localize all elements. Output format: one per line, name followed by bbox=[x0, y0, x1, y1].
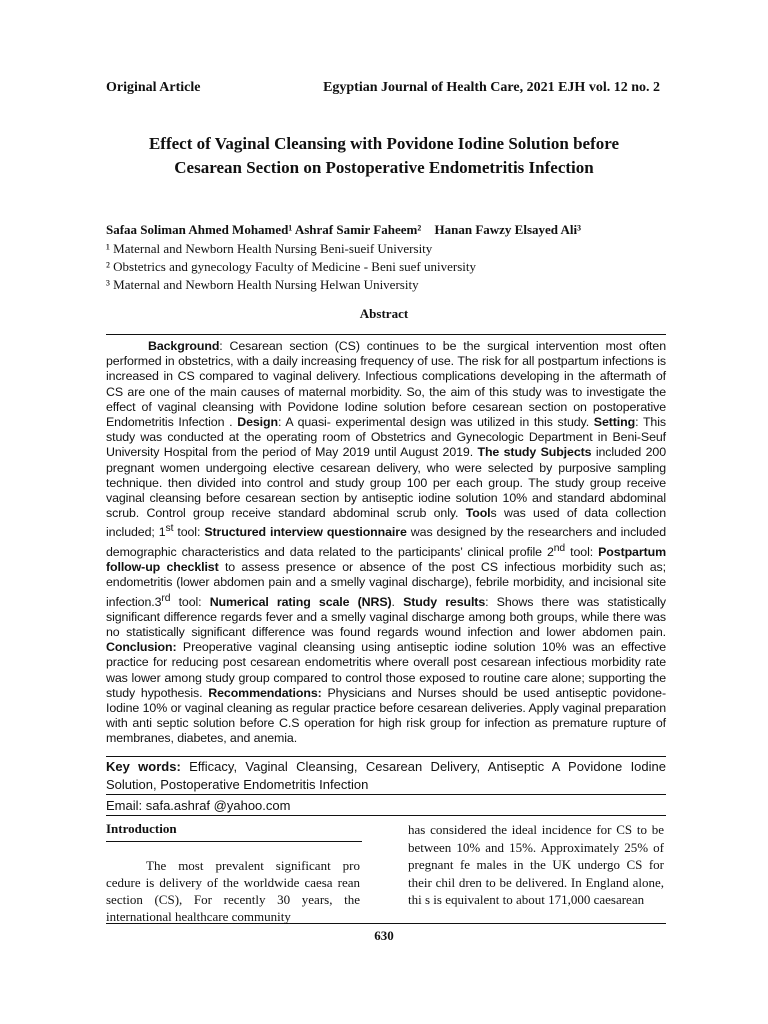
setting-text: : This study was conducted at the operating room of Obstetrics and Gynecologic Department in Beni-Seuf University Hospital from the period of May 2019 until August 2019. bbox=[106, 415, 666, 460]
title-line-1: Effect of Vaginal Cleansing with Povidone Iodine Solution before bbox=[148, 134, 620, 153]
paper-title bbox=[96, 132, 672, 180]
author-2: Ashraf Samir Faheem² bbox=[294, 222, 422, 237]
recommendations-label: Recommendations: bbox=[208, 685, 322, 700]
abstract-top-rule bbox=[106, 334, 666, 335]
superscript-rd: rd bbox=[161, 592, 171, 604]
running-header bbox=[106, 80, 660, 96]
background-label: Background bbox=[148, 339, 220, 353]
results-label: Study results bbox=[403, 594, 486, 609]
tools-label: Tool bbox=[465, 506, 491, 521]
introduction-right-text: has considered the ideal incidence for CS to be between 10% and 15%. Approximately 25% of pregnant fe males in the UK undergo CS for their chil dren to be delivered. In England alone, thi s is equivalent to about 171,000 caesarean bbox=[408, 822, 664, 908]
tool1-label: Structured interview questionnaire bbox=[204, 525, 407, 540]
superscript-nd: nd bbox=[553, 542, 566, 554]
author-1: Safaa Soliman Ahmed Mohamed¹ bbox=[106, 222, 293, 237]
affiliation-1: ¹ Maternal and Newborn Health Nursing Beni-sueif University bbox=[106, 241, 433, 256]
journal-citation: Egyptian Journal of Health Care, 2021 EJH vol. 12 no. 2 bbox=[323, 80, 660, 95]
footer-rule bbox=[106, 923, 666, 924]
introduction-right-column bbox=[408, 821, 664, 909]
affiliation-3: ³ Maternal and Newborn Health Nursing Helwan University bbox=[106, 277, 419, 292]
email-top-rule bbox=[106, 794, 666, 795]
tool1-prefix: tool: bbox=[173, 525, 205, 540]
introduction-heading: Introduction bbox=[106, 821, 177, 836]
introduction-left-column bbox=[106, 857, 360, 925]
conclusion-label: Conclusion: bbox=[106, 640, 177, 655]
recommendations-text: Physicians and Nurses should be used antiseptic povidone-Iodine 10% or vaginal cleaning as regular practice before cesarean deliveries. Apply vaginal preparation with anti septic solution before C.S operation for high risk group for infection as premature rupture of membranes, diabetes, and anemia. bbox=[106, 685, 666, 746]
introduction-heading-rule bbox=[106, 841, 362, 842]
page-number: 630 bbox=[374, 928, 394, 943]
tools-text: was used of data collection included; 1 bbox=[106, 506, 666, 540]
tools-s: s bbox=[490, 506, 497, 521]
subjects-text: included 200 pregnant women undergoing elective cesarean delivery, who were selected by purposive sampling technique. then divided into control and study group 100 per each group. The study group receive vaginal cleansing before cesarean section by antiseptic iodine solution 10% and standard abdominal scrub. Control group receive standard abdominal scrub only. bbox=[106, 445, 666, 521]
tool3-label: Numerical rating scale (NRS) bbox=[209, 594, 392, 609]
keywords-label: Key words: bbox=[106, 759, 181, 774]
subjects-label: The study Subjects bbox=[477, 445, 592, 460]
keywords-top-rule bbox=[106, 756, 666, 757]
background-text: : Cesarean section (CS) continues to be the surgical intervention most often performed in obstetrics, with a daily increasing frequency of use. The risk for all postpartum infections is increased in CS compared to vaginal delivery. Infectious complications developing in the aftermath of CS are one of the main causes of maternal morbidity. So, the aim of this study was to investigate the effect of vaginal cleansing with Povidone Iodine solution before cesarean section on postoperative Endometritis Infection . bbox=[106, 339, 666, 430]
design-label: Design bbox=[237, 415, 278, 430]
tool2-label: Postpartum follow-up checklist bbox=[106, 544, 666, 575]
introduction-left-text: The most prevalent significant pro cedure is delivery of the worldwide caesa rean section (CS), For recently 30 years, the international healthcare community bbox=[106, 858, 360, 924]
results-separator: . bbox=[391, 594, 404, 609]
contact-email[interactable]: Email: safa.ashraf @yahoo.com bbox=[106, 798, 291, 813]
affiliation-2: ² Obstetrics and gynecology Faculty of Medicine - Beni suef university bbox=[106, 259, 476, 274]
title-line-2: Cesarean Section on Postoperative Endometritis Infection bbox=[174, 158, 594, 177]
tool2-text: to assess presence or absence of the post CS infectious morbidity such as; endometritis (lower abdomen pain and a smelly vaginal discharge), febrile morbidity, and incisional site infection.3 bbox=[106, 560, 666, 609]
article-type: Original Article bbox=[106, 80, 201, 95]
author-3: Hanan Fawzy Elsayed Ali³ bbox=[434, 222, 582, 237]
keywords-text: Efficacy, Vaginal Cleansing, Cesarean Delivery, Antiseptic A Povidone Iodine Solution, Postoperative Endometritis Infection bbox=[106, 759, 666, 792]
setting-label: Setting bbox=[593, 415, 636, 430]
results-text: : Shows there was statistically significant difference regards fever and a smelly vaginal discharge among both groups, while there was no statistically significant difference was found regards wound infection and lower abdomen pain. bbox=[106, 594, 667, 640]
email-bottom-rule bbox=[106, 815, 666, 816]
abstract-heading: Abstract bbox=[359, 306, 409, 321]
abstract-body bbox=[106, 339, 666, 747]
affiliations bbox=[106, 240, 666, 294]
keywords bbox=[106, 758, 666, 794]
tool1-text: was designed by the researchers and included demographic characteristics and data related to the participants’ clinical profile 2 bbox=[106, 525, 666, 559]
author-list bbox=[106, 222, 666, 238]
tool3-prefix: tool: bbox=[170, 594, 210, 609]
superscript-st: st bbox=[165, 523, 174, 535]
conclusion-text: Preoperative vaginal cleansing using antiseptic iodine solution 10% was an effective practice for reducing post cesarean endometritis where overall post cesarean infectious morbidity rate was lower among study group compared to control those exposed to routine care alone; supporting the study hypothesis. bbox=[106, 640, 666, 700]
design-text: : A quasi- experimental design was utilized in this study. bbox=[277, 415, 594, 430]
tool2-prefix: tool: bbox=[565, 544, 599, 559]
